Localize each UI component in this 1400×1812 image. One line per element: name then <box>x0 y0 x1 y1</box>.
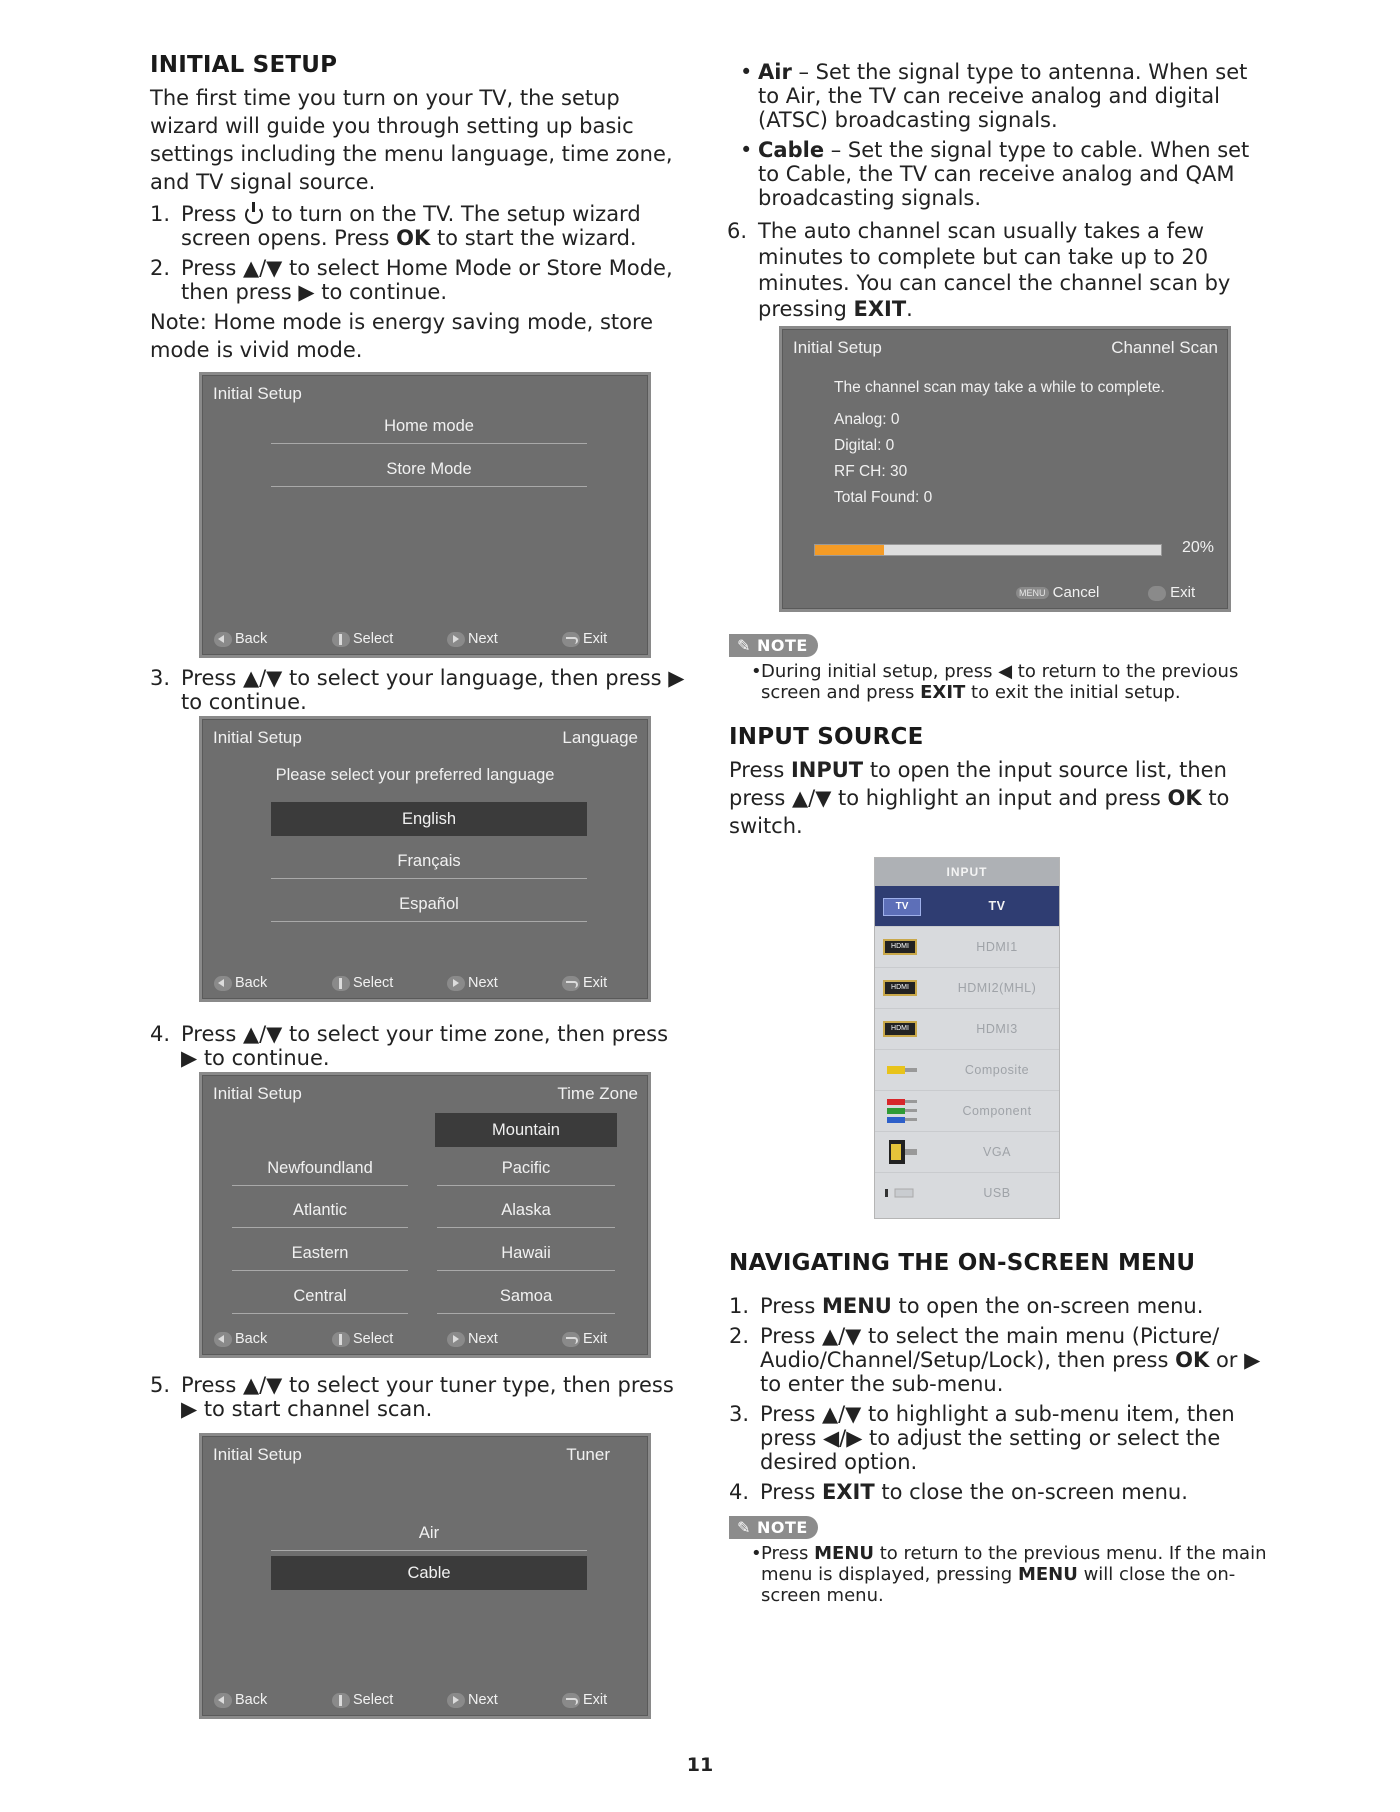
vga-icon <box>883 1138 919 1166</box>
timezone-option-newfoundland[interactable]: Newfoundland <box>232 1151 408 1186</box>
nav-step-4: 4. Press EXIT to close the on-screen menu. <box>729 1480 1188 1504</box>
step-5: 5. Press ▲/▼ to select your tuner type, then press ▶ to start channel scan. <box>150 1373 674 1421</box>
screen-footer <box>212 973 638 995</box>
timezone-option-atlantic[interactable]: Atlantic <box>232 1193 408 1228</box>
page-number: 11 <box>686 1754 714 1776</box>
initial-setup-heading: INITIAL SETUP <box>150 52 338 78</box>
menu-option-home-mode[interactable]: Home mode <box>271 409 587 444</box>
tv-screen-channel-scan: Initial Setup Channel Scan The channel scan may take a while to complete. Analog: 0 Digital: 0 RF CH: 30 Total Found: 0 20% MENU Cancel Exit <box>779 326 1231 612</box>
menu-option-store-mode[interactable]: Store Mode <box>271 452 587 487</box>
nav-step-2: 2. Press ▲/▼ to select the main menu (Picture/ Audio/Channel/Setup/Lock), then press OK or ▶ to enter the sub-menu. <box>729 1324 1261 1396</box>
next-button[interactable]: Next <box>447 975 498 991</box>
input-source-section <box>729 724 1269 840</box>
screen-footer <box>212 1690 638 1712</box>
input-panel-header: INPUT <box>875 858 1059 886</box>
note-badge: ✎ NOTE <box>729 634 818 657</box>
screen-footer <box>212 629 638 651</box>
hdmi-icon: HDMI <box>883 980 917 996</box>
composite-icon <box>883 1062 919 1078</box>
scan-progress-bar <box>814 544 1162 556</box>
back-button[interactable]: Back <box>214 975 267 991</box>
hdmi-icon: HDMI <box>883 939 917 955</box>
language-option-francais[interactable]: Français <box>271 844 587 879</box>
updown-icon <box>332 632 350 647</box>
digital-count: Digital: 0 <box>834 437 895 454</box>
screen-footer <box>212 1329 638 1351</box>
menu-key-icon: MENU <box>1016 587 1049 599</box>
navigating-section <box>729 1250 1269 1606</box>
timezone-option-pacific[interactable]: Pacific <box>437 1151 615 1186</box>
exit-icon <box>562 976 580 991</box>
back-button[interactable]: Back <box>214 1692 267 1708</box>
input-option-hdmi3[interactable]: HDMI HDMI3 <box>875 1009 1059 1050</box>
tv-screen-mode <box>199 372 651 658</box>
back-icon <box>214 1693 232 1708</box>
exit-button[interactable]: Exit <box>562 1692 607 1708</box>
navigating-heading: NAVIGATING THE ON-SCREEN MENU <box>729 1250 1196 1276</box>
air-bullet: • Air – Set the signal type to antenna. When set to Air, the TV can receive analog and digital (ATSC) broadcasting signals. <box>740 60 1248 132</box>
intro-paragraph: The first time you turn on your TV, the setup wizard will guide you through setting up basic settings including the menu language, time zone, and TV signal source. <box>150 86 673 194</box>
step-1: 1. Press to turn on the TV. The setup wizard screen opens. Press OK to start the wizard. <box>150 202 641 250</box>
tv-screen-tuner: Initial Setup Tuner Air Cable Back Select Next Exit <box>199 1433 651 1719</box>
nav-step-3: 3. Press ▲/▼ to highlight a sub-menu item, then press ◀/▶ to adjust the setting or select the desired option. <box>729 1402 1235 1474</box>
next-icon <box>447 1332 465 1347</box>
input-option-vga[interactable]: VGA <box>875 1132 1059 1173</box>
step-6: 6. The auto channel scan usually takes a few minutes to complete but can take up to 20 minutes. You can cancel the channel scan by pressing EXIT. <box>727 219 1231 321</box>
right-column <box>727 60 1267 322</box>
next-button[interactable]: Next <box>447 1692 498 1708</box>
rf-channel: RF CH: 30 <box>834 463 908 480</box>
exit-icon <box>562 1332 580 1347</box>
usb-icon <box>883 1185 919 1201</box>
mode-note: Note: Home mode is energy saving mode, store mode is vivid mode. <box>150 310 654 362</box>
total-found: Total Found: 0 <box>834 489 933 506</box>
exit-button[interactable]: Exit <box>562 975 607 991</box>
progress-label: 20% <box>1181 539 1214 556</box>
back-icon <box>214 1332 232 1347</box>
exit-icon <box>562 632 580 647</box>
exit-icon <box>562 1693 580 1708</box>
cancel-button[interactable]: MENU Cancel <box>1016 584 1099 601</box>
next-icon <box>447 1693 465 1708</box>
exit-icon <box>1148 586 1166 601</box>
input-option-usb[interactable]: USB <box>875 1173 1059 1213</box>
back-button[interactable]: Back <box>214 631 267 647</box>
step-3: 3. Press ▲/▼ to select your language, then press ▶ to continue. <box>150 666 685 714</box>
language-option-english[interactable]: English <box>271 802 587 836</box>
pencil-icon: ✎ <box>737 636 757 655</box>
screen-title: Initial Setup <box>213 384 302 403</box>
left-column <box>150 52 690 364</box>
input-source-text: Press INPUT to open the input source list, then press ▲/▼ to highlight an input and press OK to switch. <box>729 758 1230 838</box>
back-icon <box>214 976 232 991</box>
cable-bullet: • Cable – Set the signal type to cable. When set to Cable, the TV can receive analog and QAM broadcasting signals. <box>740 138 1250 210</box>
nav-step-1: 1. Press MENU to open the on-screen menu. <box>729 1294 1204 1318</box>
timezone-option-central[interactable]: Central <box>232 1279 408 1314</box>
tuner-option-air[interactable]: Air <box>271 1516 587 1551</box>
step-number: 1. <box>150 202 171 226</box>
hdmi-icon: HDMI <box>883 1021 917 1037</box>
input-option-component[interactable]: Component <box>875 1091 1059 1132</box>
tuner-option-cable[interactable]: Cable <box>271 1556 587 1590</box>
select-button[interactable]: Select <box>332 1692 393 1708</box>
exit-button[interactable]: Exit <box>1148 584 1195 601</box>
language-option-espanol[interactable]: Español <box>271 887 587 922</box>
select-button[interactable]: Select <box>332 975 393 991</box>
updown-icon <box>332 1693 350 1708</box>
select-button[interactable]: Select <box>332 1331 393 1347</box>
next-icon <box>447 632 465 647</box>
input-option-tv[interactable]: TV TV <box>875 886 1059 927</box>
timezone-option-mountain[interactable]: Mountain <box>435 1113 617 1147</box>
progress-fill <box>815 545 884 555</box>
note-block-1: ✎ NOTE • During initial setup, press ◀ to return to the previous screen and press EXIT to exit the initial setup. <box>729 634 1269 703</box>
exit-button[interactable]: Exit <box>562 1331 607 1347</box>
back-button[interactable]: Back <box>214 1331 267 1347</box>
step-4: 4. Press ▲/▼ to select your time zone, then press ▶ to continue. <box>150 1022 669 1070</box>
select-button[interactable]: Select <box>332 631 393 647</box>
timezone-option-eastern[interactable]: Eastern <box>232 1236 408 1271</box>
step-2: 2. Press ▲/▼ to select Home Mode or Store Mode, then press ▶ to continue. <box>150 256 673 304</box>
updown-icon <box>332 1332 350 1347</box>
tv-icon: TV <box>883 898 921 916</box>
timezone-option-alaska[interactable]: Alaska <box>437 1193 615 1228</box>
exit-button[interactable]: Exit <box>562 631 607 647</box>
tv-screen-timezone: Initial Setup Time Zone Mountain Newfoundland Pacific Atlantic Alaska Eastern Hawaii Central Samoa Back Select Next Exit <box>199 1072 651 1358</box>
input-option-hdmi1[interactable]: HDMI HDMI1 <box>875 927 1059 968</box>
scan-message: The channel scan may take a while to complete. <box>834 379 1165 396</box>
language-prompt: Please select your preferred language <box>275 766 555 784</box>
next-button[interactable]: Next <box>447 631 498 647</box>
input-source-panel <box>874 857 1060 1219</box>
note-badge: ✎ NOTE <box>729 1516 818 1539</box>
component-icon <box>883 1097 919 1125</box>
tv-screen-language: Initial Setup Language Please select your preferred language English Français Español Back Select Next Exit <box>199 716 651 1002</box>
next-button[interactable]: Next <box>447 1331 498 1347</box>
input-option-composite[interactable]: Composite <box>875 1050 1059 1091</box>
input-option-hdmi2[interactable]: HDMI HDMI2(MHL) <box>875 968 1059 1009</box>
note-block-2: ✎ NOTE • Press MENU to return to the previous menu. If the main menu is displayed, pressing MENU will close the on-screen menu. <box>729 1516 1269 1606</box>
updown-icon <box>332 976 350 991</box>
power-icon <box>245 206 263 224</box>
next-icon <box>447 976 465 991</box>
timezone-option-hawaii[interactable]: Hawaii <box>437 1236 615 1271</box>
analog-count: Analog: 0 <box>834 411 900 428</box>
back-icon <box>214 632 232 647</box>
input-source-heading: INPUT SOURCE <box>729 724 924 750</box>
pencil-icon: ✎ <box>737 1518 757 1537</box>
timezone-option-samoa[interactable]: Samoa <box>437 1279 615 1314</box>
